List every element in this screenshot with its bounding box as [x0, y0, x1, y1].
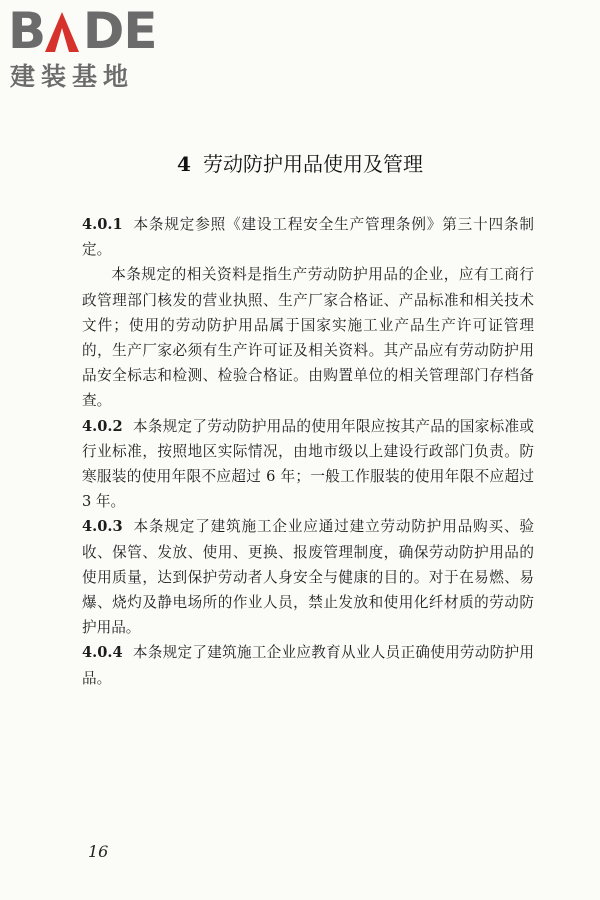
clause-text: 本条规定参照《建设工程安全生产管理条例》第三十四条制定。	[82, 216, 534, 259]
clause-text: 本条规定了建筑施工企业应教育从业人员正确使用劳动防护用品。	[82, 644, 534, 687]
page-number: 16	[88, 842, 109, 861]
clause-4-0-3	[82, 514, 534, 640]
logo-a-triangle-icon	[45, 12, 79, 52]
clause-number: 4.0.4	[82, 644, 123, 662]
chapter-title-text: 劳动防护用品使用及管理	[202, 152, 423, 176]
logo-letters-right: DE	[82, 2, 157, 60]
clause-text: 本条规定了建筑施工企业应通过建立劳动防护用品购买、验收、保管、发放、使用、更换、报废管理制度，确保劳动防护用品的使用质量，达到保护劳动者人身安全与健康的目的。对于在易燃、易爆、烧灼及静电场所的作业人员，禁止发放和使用化纤材质的劳动防护用品。	[82, 518, 534, 637]
page-body	[82, 212, 534, 691]
clause-4-0-4	[82, 640, 534, 690]
clause-number: 4.0.3	[82, 518, 123, 536]
clause-4-0-1-paragraph-2: 本条规定的相关资料是指生产劳动防护用品的企业，应有工商行政管理部门核发的营业执照、生产厂家合格证、产品标准和相关技术文件；使用的劳动防护用品属于国家实施工业产品生产许可证管理的，生产厂家必须有生产许可证及相关资料。其产品应有劳动防护用品安全标志和检测、检验合格证。由购置单位的相关管理部门存档备查。	[82, 266, 534, 410]
chapter-number: 4	[177, 152, 191, 176]
logo-subtitle: 建装基地	[10, 62, 135, 91]
clause-number: 4.0.1	[82, 216, 123, 233]
logo-letter-a	[45, 6, 83, 56]
chapter-title	[0, 150, 600, 178]
logo-wordmark	[8, 2, 157, 60]
clause-4-0-2	[82, 414, 534, 515]
clause-number: 4.0.2	[82, 417, 123, 435]
logo-letters-left: B	[8, 2, 46, 60]
bade-logo	[8, 2, 178, 91]
clause-4-0-1	[82, 212, 534, 262]
clause-text: 本条规定了劳动防护用品的使用年限应按其产品的国家标准或行业标准，按照地区实际情况，由地市级以上建设行政部门负责。防寒服装的使用年限不应超过 6 年；一般工作服装的使用年限不应超过 3 年。	[82, 417, 534, 511]
